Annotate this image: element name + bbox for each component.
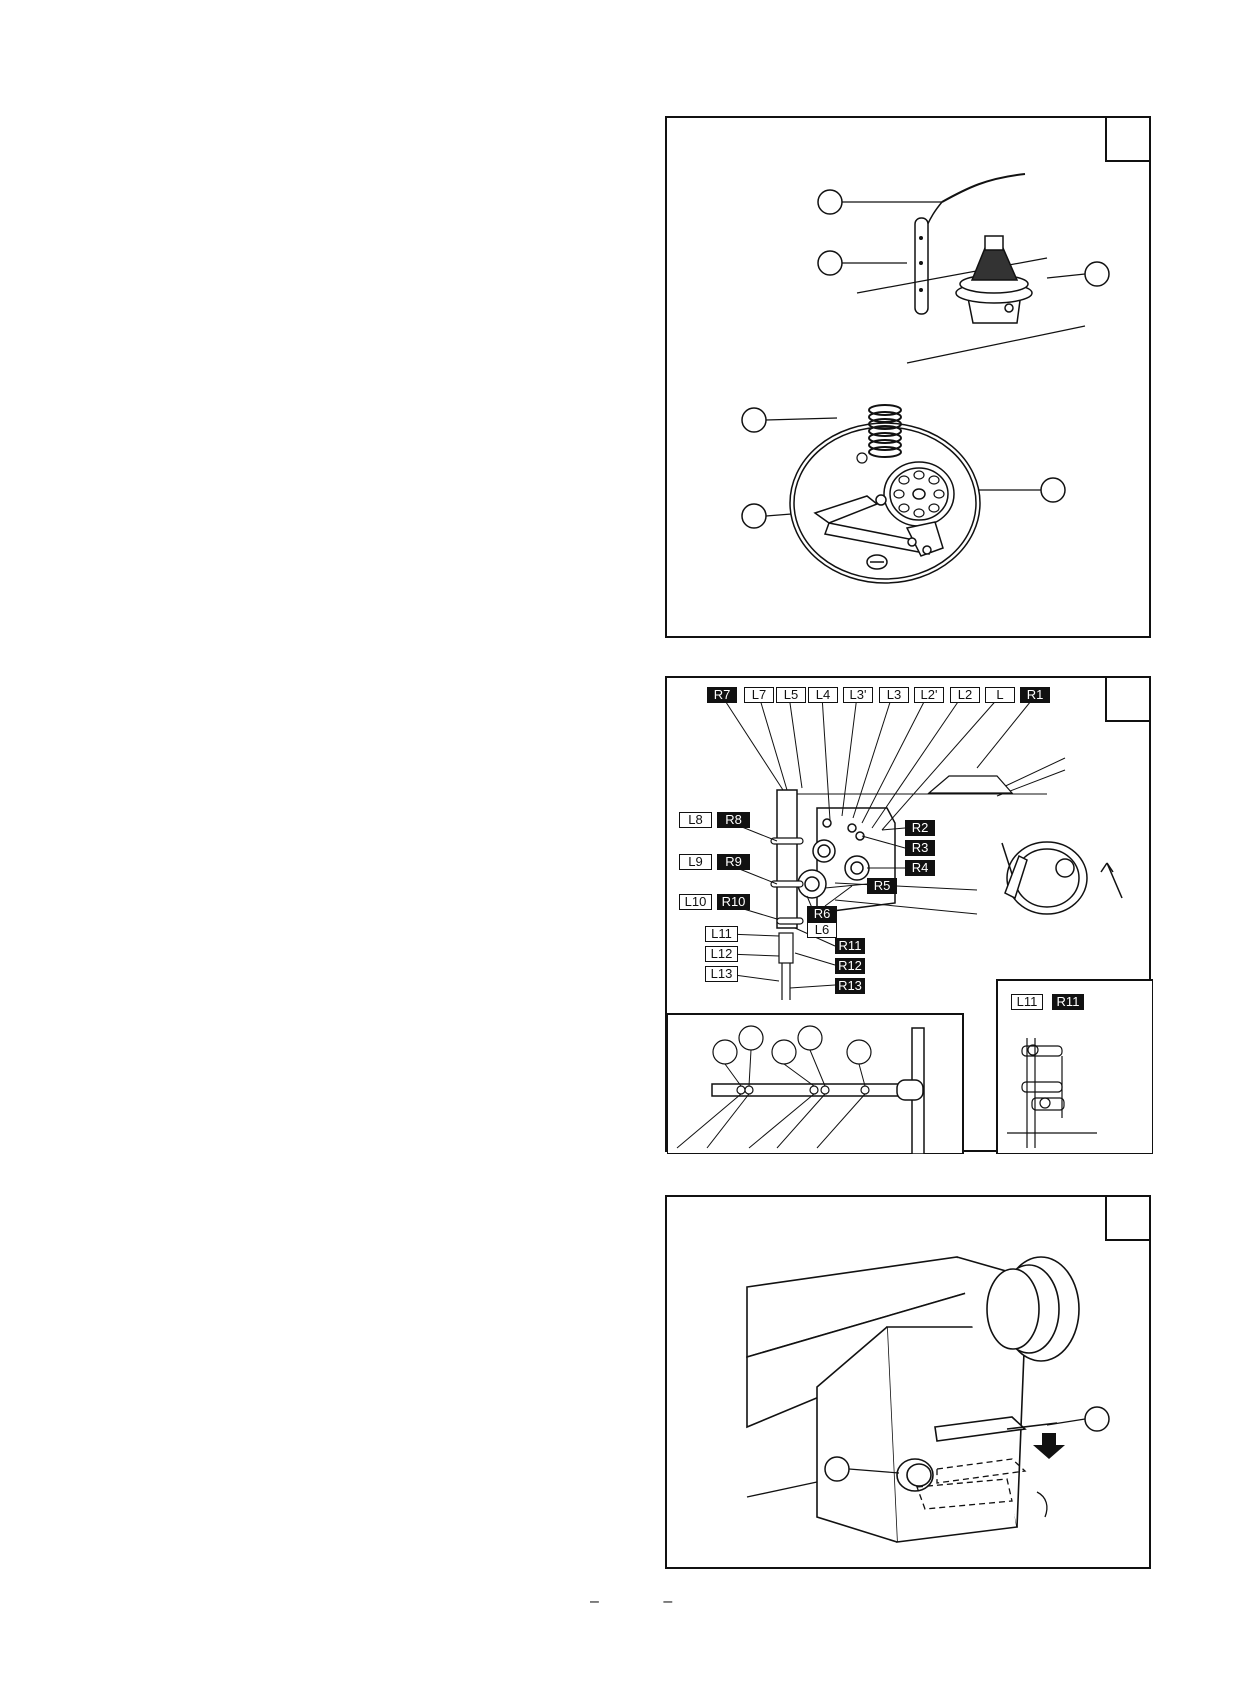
thread-label-r11: R11 (1052, 994, 1084, 1010)
thread-label-r3: R3 (905, 840, 935, 856)
figure-2-threading-diagram (665, 676, 1151, 1152)
thread-label-l: L (985, 687, 1015, 703)
thread-label-r13: R13 (835, 978, 865, 994)
thread-label-r9: R9 (717, 854, 750, 870)
thread-label-r10: R10 (717, 894, 750, 910)
thread-label-r4: R4 (905, 860, 935, 876)
threading-labels-layer (667, 678, 1153, 1154)
thread-label-r5: R5 (867, 878, 897, 894)
page-number-marks: – – (590, 1593, 703, 1610)
callout-circle (1085, 1407, 1109, 1431)
thread-label-l13: L13 (705, 966, 738, 982)
thread-label-l8: L8 (679, 812, 712, 828)
figure-3-drawing (667, 1197, 1153, 1571)
thread-label-r6: R6 (807, 906, 837, 922)
thread-label-r1: R1 (1020, 687, 1050, 703)
thread-label-r2: R2 (905, 820, 935, 836)
thread-label-l4: L4 (808, 687, 838, 703)
thread-label-l12: L12 (705, 946, 738, 962)
callout-circle (825, 1457, 849, 1481)
thread-label-l7: L7 (744, 687, 774, 703)
thread-label-l10: L10 (679, 894, 712, 910)
thread-label-r11: R11 (835, 938, 865, 954)
thread-label-l6: L6 (807, 922, 837, 938)
figure-3-machine-head-lever (665, 1195, 1151, 1569)
figure-1-thread-stand-and-bobbin-winder (665, 116, 1151, 638)
thread-label-l3: L3' (843, 687, 873, 703)
callout-circle (742, 504, 766, 528)
callout-circle (742, 408, 766, 432)
thread-label-r7: R7 (707, 687, 737, 703)
callout-circle (1085, 262, 1109, 286)
thread-label-l11: L11 (1011, 994, 1043, 1010)
thread-label-l5: L5 (776, 687, 806, 703)
callout-circle (818, 251, 842, 275)
thread-label-l3: L3 (879, 687, 909, 703)
thread-label-l2: L2 (950, 687, 980, 703)
thread-label-r8: R8 (717, 812, 750, 828)
thread-label-l2: L2' (914, 687, 944, 703)
thread-label-l11: L11 (705, 926, 738, 942)
callout-circle (818, 190, 842, 214)
figure-1-drawing (667, 118, 1153, 640)
thread-label-l9: L9 (679, 854, 712, 870)
callout-circle (1041, 478, 1065, 502)
thread-label-r12: R12 (835, 958, 865, 974)
